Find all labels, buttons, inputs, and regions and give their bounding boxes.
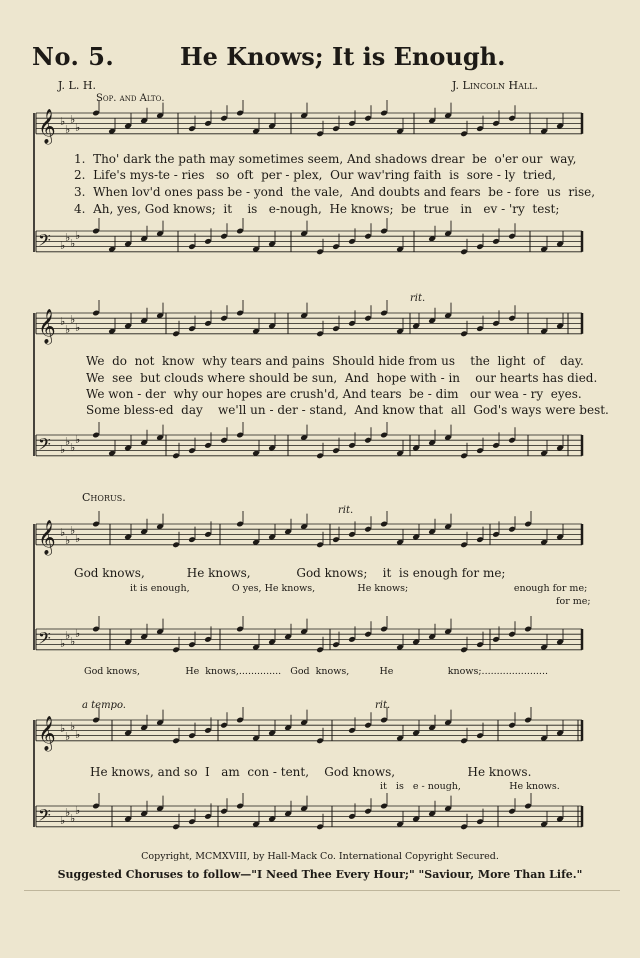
verse-staff-treble-2-flat: ♭ — [60, 315, 66, 328]
verse-staff-treble-1-flat: ♭ — [65, 123, 71, 136]
verse-1-line-1: 1. Tho' dark the path may sometimes seem, And shadows drear be o'er our way, — [74, 152, 577, 166]
voice-label: Sop. and Alto. — [96, 93, 165, 104]
chorus-soprano-line-2: He knows, and so I am con - tent, God knows, He knows. — [90, 765, 532, 779]
chorus-staff-bass-2-flat: ♭ — [60, 814, 66, 827]
chorus-staff-treble-1-flat: ♭ — [65, 534, 71, 547]
chorus-alto-line-1: it is enough, O yes, He knows, He knows; enough for me; — [130, 583, 588, 594]
verse-2-line-2: We see but clouds where should be sun, And hope with - in our hearts has died. — [86, 371, 598, 385]
chorus-staff-treble-2-flat: ♭ — [70, 720, 76, 733]
chorus-label: Chorus. — [82, 491, 126, 504]
verse-staff-treble-1-clef: 𝄞 — [38, 108, 56, 144]
verse-staff-bass-1-flat: ♭ — [75, 229, 81, 242]
chorus-staff-bass-1-clef: 𝄢 — [38, 627, 51, 652]
verse-staff-treble-1-flat: ♭ — [75, 121, 81, 134]
verse-staff-treble-2-clef: 𝄞 — [38, 308, 56, 344]
chorus-staff-treble-1-clef: 𝄞 — [38, 519, 56, 555]
verse-staff-bass-2-clef: 𝄢 — [38, 433, 51, 458]
chorus-staff-bass-1-flat: ♭ — [70, 635, 76, 648]
hymn-title: He Knows; It is Enough. — [180, 42, 506, 71]
chorus-staff-treble-2-flat: ♭ — [60, 722, 66, 735]
verse-staff-bass-1-flat: ♭ — [60, 239, 66, 252]
chorus-staff-treble-1-flat: ♭ — [75, 532, 81, 545]
verse-staff-bass-2-flat: ♭ — [70, 441, 76, 454]
chorus-staff-bass-1-flat: ♭ — [60, 637, 66, 650]
chorus-staff-treble-2-clef: 𝄞 — [38, 715, 56, 751]
verse-staff-treble-1-flat: ♭ — [70, 113, 76, 126]
chorus-alto-line-2: it is e - nough, He knows. — [380, 781, 560, 792]
chorus-staff-treble-2-flat: ♭ — [75, 728, 81, 741]
verse-staff-bass-1-flat: ♭ — [70, 237, 76, 250]
chorus-soprano-line-1: God knows, He knows, God knows; it is enough for me; — [74, 566, 506, 580]
chorus-staff-treble-1-flat: ♭ — [70, 524, 76, 537]
verse-staff-bass-1-flat: ♭ — [65, 231, 71, 244]
composer-credit: J. Lincoln Hall. — [452, 79, 538, 92]
chorus-staff-bass-2-flat: ♭ — [70, 812, 76, 825]
verse-staff-treble-2-flat: ♭ — [65, 323, 71, 336]
verse-staff-treble-2-flat: ♭ — [75, 321, 81, 334]
verse-staff-bass-2-flat: ♭ — [75, 433, 81, 446]
hymn-number: No. 5. — [32, 42, 115, 71]
chorus-alto-line-1b: for me; — [556, 596, 591, 607]
verse-3-line-1: 3. When lov'd ones pass be - yond the vale, And doubts and fears be - fore us rise, — [74, 185, 596, 199]
verse-1-line-2: We do not know why tears and pains Should hide from us the light of day. — [86, 354, 584, 368]
rit-marker-3: rit. — [375, 700, 391, 711]
rit-marker-1: rit. — [410, 293, 426, 304]
rit-marker-2: rit. — [338, 505, 354, 516]
verse-4-line-1: 4. Ah, yes, God knows; it is e-nough, He knows; be true in ev - 'ry test; — [74, 202, 560, 216]
a-tempo-marker: a tempo. — [82, 700, 126, 711]
verse-staff-bass-1-clef: 𝄢 — [38, 229, 51, 254]
chorus-staff-bass-2-flat: ♭ — [65, 806, 71, 819]
verse-staff-bass-2-flat: ♭ — [65, 435, 71, 448]
bottom-rule — [24, 890, 620, 891]
copyright-line: Copyright, MCMXVIII, by Hall-Mack Co. International Copyright Secured. — [141, 851, 499, 862]
suggested-choruses: Suggested Choruses to follow—"I Need Thee Every Hour;" "Saviour, More Than Life." — [57, 868, 583, 881]
verse-staff-bass-2-flat: ♭ — [60, 443, 66, 456]
chorus-staff-bass-2-clef: 𝄢 — [38, 804, 51, 829]
verse-staff-treble-1-flat: ♭ — [60, 115, 66, 128]
chorus-staff-bass-1-flat: ♭ — [65, 629, 71, 642]
verse-3-line-2: We won - der why our hopes are crush'd, And tears be - dim our wea - ry eyes. — [86, 387, 582, 401]
verse-2-line-1: 2. Life's mys-te - ries so oft per - plex, Our wav'ring faith is sore - ly tried, — [74, 168, 556, 182]
verse-4-line-2: Some bless-ed day we'll un - der - stand, And know that all God's ways were best. — [86, 403, 609, 417]
chorus-staff-bass-1-flat: ♭ — [75, 627, 81, 640]
chorus-bass-line-1: God knows, He knows,.............. God knows, He knows;...................... — [84, 666, 548, 677]
chorus-staff-bass-2-flat: ♭ — [75, 804, 81, 817]
verse-staff-treble-2-flat: ♭ — [70, 313, 76, 326]
chorus-staff-treble-2-flat: ♭ — [65, 730, 71, 743]
author-credit: J. L. H. — [58, 79, 96, 92]
chorus-staff-treble-1-flat: ♭ — [60, 526, 66, 539]
